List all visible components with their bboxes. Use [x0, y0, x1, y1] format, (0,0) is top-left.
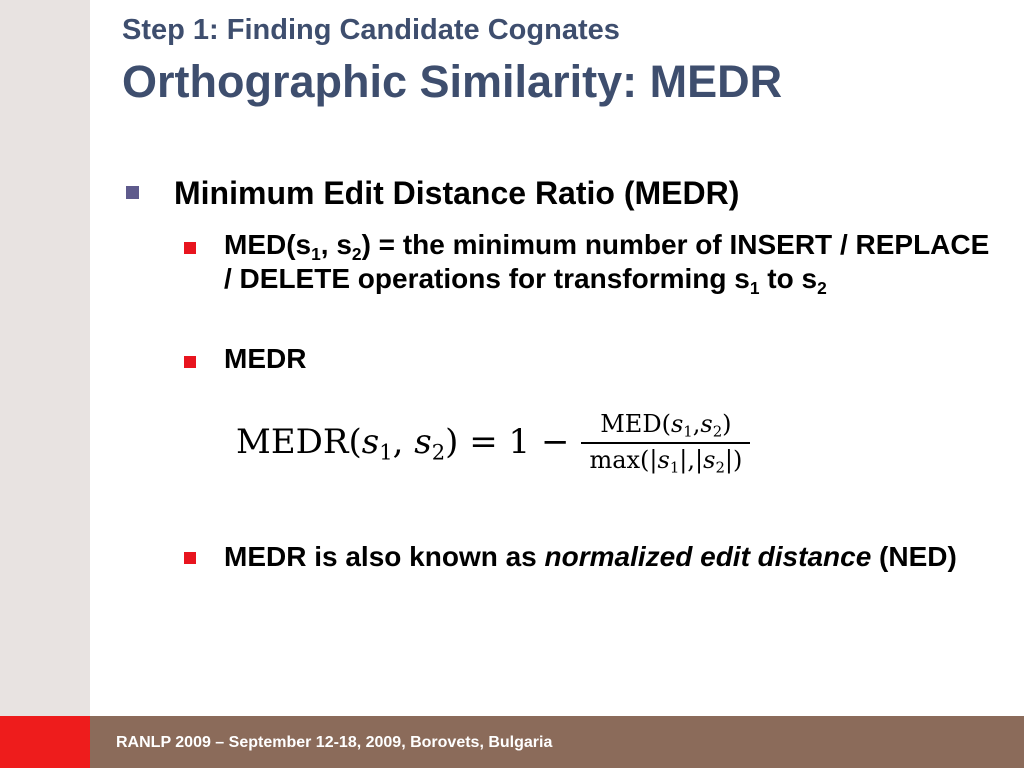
footer-accent-block — [0, 716, 90, 768]
slide-subtitle: Step 1: Finding Candidate Cognates — [122, 14, 620, 46]
bullet-medr: MEDR — [224, 343, 307, 374]
footer-text: RANLP 2009 – September 12-18, 2009, Borovets, Bulgaria — [116, 734, 553, 751]
bullet-square-icon — [126, 186, 139, 199]
formula-denominator: max(|s1|,|s2|) — [581, 442, 750, 476]
bullet-med-definition: $MED(s_1$, $s_2$) = the minimum number of INSERT / REPLACE / DELETE operations for transforming $s_1$ to $s_2$ — [224, 229, 990, 299]
formula-fraction — [581, 410, 750, 477]
medr-formula — [236, 410, 750, 477]
left-sidebar-band — [0, 0, 90, 716]
bullet-ned: MEDR is also known as normalized edit distance (NED) — [224, 541, 957, 572]
bullet-square-icon — [184, 356, 196, 368]
formula-numerator: MED(s1,s2) — [600, 410, 732, 441]
bullet-square-icon — [184, 552, 196, 564]
slide-title: Orthographic Similarity: MEDR — [122, 56, 783, 107]
bullet-square-icon — [184, 242, 196, 254]
bullet-medr-heading: Minimum Edit Distance Ratio (MEDR) — [174, 175, 740, 211]
formula-lhs: MEDR(s1, s2) = 1 − — [236, 422, 570, 465]
